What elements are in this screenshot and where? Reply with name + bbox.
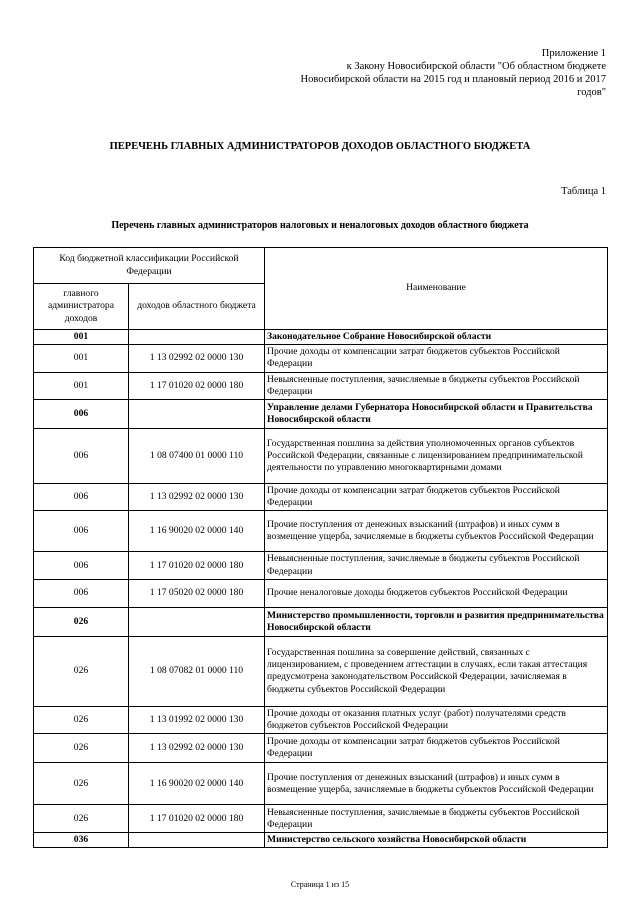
income-code-cell: 1 16 90020 02 0000 140 [129, 511, 265, 552]
name-cell: Законодательное Собрание Новосибирской области [265, 330, 608, 345]
name-cell: Прочие доходы от компенсации затрат бюджетов субъектов Российской Федерации [265, 484, 608, 511]
income-code-cell: 1 13 02992 02 0000 130 [129, 345, 265, 372]
header-code-group: Код бюджетной классификации Российской Федерации [34, 248, 265, 284]
admin-code-cell: 026 [34, 763, 129, 805]
admin-code-cell: 026 [34, 734, 129, 763]
table-row [34, 372, 608, 399]
name-cell: Невыясненные поступления, зачисляемые в бюджеты субъектов Российской Федерации [265, 805, 608, 833]
appendix-line: к Закону Новосибирской области "Об областном бюджете [346, 61, 606, 72]
name-cell: Министерство сельского хозяйства Новосибирской области [265, 833, 608, 848]
admin-code-cell: 006 [34, 429, 129, 484]
admin-code-cell: 036 [34, 833, 129, 848]
name-cell: Министерство промышленности, торговли и развития предпринимательства Новосибирской области [265, 607, 608, 636]
document-title: ПЕРЕЧЕНЬ ГЛАВНЫХ АДМИНИСТРАТОРОВ ДОХОДОВ ОБЛАСТНОГО БЮДЖЕТА [109, 141, 531, 152]
appendix-block [266, 47, 606, 99]
administrators-table [33, 247, 608, 848]
income-code-cell: 1 17 01020 02 0000 180 [129, 372, 265, 399]
name-cell: Невыясненные поступления, зачисляемые в бюджеты субъектов Российской Федерации [265, 552, 608, 579]
name-cell: Прочие поступления от денежных взысканий (штрафов) и иных сумм в возмещение ущерба, зачисляемые в бюджеты субъектов Российской Федерации [265, 511, 608, 552]
income-code-cell [129, 833, 265, 848]
admin-code-cell: 006 [34, 552, 129, 579]
income-code-cell: 1 17 05020 02 0000 180 [129, 579, 265, 607]
header-income: доходов областного бюджета [129, 284, 265, 330]
income-code-cell: 1 16 90020 02 0000 140 [129, 763, 265, 805]
admin-code-cell: 026 [34, 607, 129, 636]
header-admin: главного администратора доходов [34, 284, 129, 330]
table-row [34, 734, 608, 763]
table-row [34, 763, 608, 805]
table-row [34, 484, 608, 511]
admin-code-cell: 026 [34, 706, 129, 733]
income-code-cell [129, 400, 265, 429]
table-section-row [34, 400, 608, 429]
table-section-row [34, 607, 608, 636]
income-code-cell [129, 607, 265, 636]
income-code-cell [129, 330, 265, 345]
name-cell: Государственная пошлина за действия уполномоченных органов субъектов Российской Федерации, связанные с лицензированием предпринимательской деятельности по управлению многоквартирными домами [265, 429, 608, 484]
table-row [34, 579, 608, 607]
admin-code-cell: 001 [34, 345, 129, 372]
admin-code-cell: 006 [34, 511, 129, 552]
appendix-line: Новосибирской области на 2015 год и плановый период 2016 и 2017 [300, 74, 606, 85]
admin-code-cell: 026 [34, 805, 129, 833]
table-row [34, 511, 608, 552]
name-cell: Прочие неналоговые доходы бюджетов субъектов Российской Федерации [265, 579, 608, 607]
table-section-row [34, 833, 608, 848]
table-body [34, 330, 608, 848]
page-footer: Страница 1 из 15 [290, 880, 350, 889]
income-code-cell: 1 08 07082 01 0000 110 [129, 636, 265, 706]
admin-code-cell: 006 [34, 484, 129, 511]
admin-code-cell: 001 [34, 330, 129, 345]
name-cell: Прочие доходы от компенсации затрат бюджетов субъектов Российской Федерации [265, 345, 608, 372]
name-cell: Прочие доходы от оказания платных услуг (работ) получателями средств бюджетов субъектов Российской Федерации [265, 706, 608, 733]
appendix-line: Приложение 1 [541, 48, 606, 59]
income-code-cell: 1 08 07400 01 0000 110 [129, 429, 265, 484]
name-cell: Невыясненные поступления, зачисляемые в бюджеты субъектов Российской Федерации [265, 372, 608, 399]
table-row [34, 706, 608, 733]
table-row [34, 636, 608, 706]
table-row [34, 552, 608, 579]
table-row [34, 345, 608, 372]
income-code-cell: 1 17 01020 02 0000 180 [129, 805, 265, 833]
income-code-cell: 1 13 02992 02 0000 130 [129, 484, 265, 511]
name-cell: Прочие поступления от денежных взысканий (штрафов) и иных сумм в возмещение ущерба, зачисляемые в бюджеты субъектов Российской Федерации [265, 763, 608, 805]
table-row [34, 805, 608, 833]
admin-code-cell: 026 [34, 636, 129, 706]
appendix-line: годов" [577, 87, 606, 98]
income-code-cell: 1 13 01992 02 0000 130 [129, 706, 265, 733]
income-code-cell: 1 17 01020 02 0000 180 [129, 552, 265, 579]
admin-code-cell: 006 [34, 400, 129, 429]
admin-code-cell: 001 [34, 372, 129, 399]
table-title: Перечень главных администраторов налоговых и неналоговых доходов областного бюджета [111, 220, 529, 231]
name-cell: Прочие доходы от компенсации затрат бюджетов субъектов Российской Федерации [265, 734, 608, 763]
income-code-cell: 1 13 02992 02 0000 130 [129, 734, 265, 763]
table-label: Таблица 1 [561, 186, 606, 197]
header-name: Наименование [265, 248, 608, 330]
name-cell: Управление делами Губернатора Новосибирской области и Правительства Новосибирской области [265, 400, 608, 429]
name-cell: Государственная пошлина за совершение действий, связанных с лицензированием, с проведением аттестации в случаях, если такая аттестация предусмотрена законодательством Российской Федерации, зачисляемая в бюджеты субъектов Российской Федерации [265, 636, 608, 706]
table-row [34, 429, 608, 484]
admin-code-cell: 006 [34, 579, 129, 607]
table-section-row [34, 330, 608, 345]
